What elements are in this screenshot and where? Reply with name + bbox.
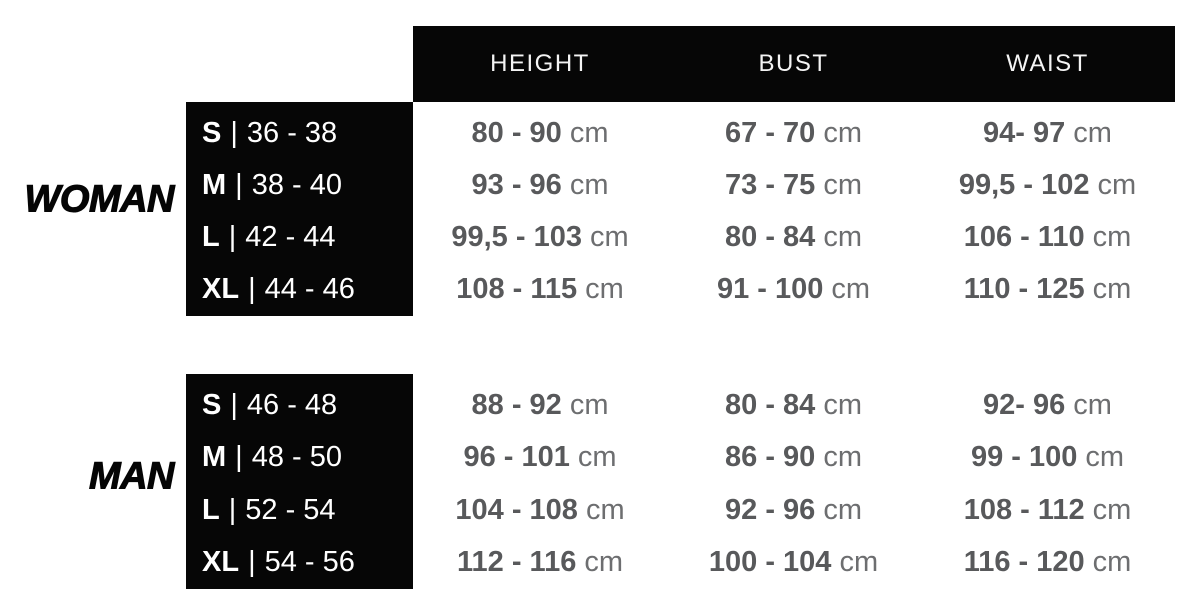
unit-label: cm [1092, 546, 1132, 579]
unit-label: cm [1073, 116, 1112, 149]
unit-label: cm [823, 116, 862, 149]
unit-label: cm [569, 168, 609, 201]
size-separator: | [248, 546, 256, 579]
size-separator: | [235, 441, 243, 474]
bust-value: 73 - 75 [725, 168, 816, 201]
bust-value: 91 - 100 [716, 273, 824, 306]
bust-cell [667, 212, 920, 264]
waist-cell [920, 537, 1175, 590]
column-header-waist: WAIST [1006, 50, 1089, 77]
waist-cell [920, 107, 1175, 159]
height-value: 93 - 96 [471, 168, 562, 201]
bust-cell [667, 264, 920, 316]
size-cell [186, 537, 413, 590]
waist-value: 116 - 120 [963, 546, 1085, 579]
unit-label: cm [1092, 273, 1132, 306]
unit-label: cm [584, 546, 623, 579]
unit-label: cm [823, 168, 862, 201]
size-eu-range: 48 - 50 [251, 441, 343, 474]
size-code: L [202, 221, 220, 254]
height-cell [413, 537, 667, 590]
size-eu-range: 54 - 56 [264, 546, 355, 579]
height-cell [413, 379, 667, 432]
woman-section [0, 102, 1175, 316]
height-cell [413, 107, 667, 159]
waist-value: 92- 96 [983, 388, 1066, 421]
unit-label: cm [1073, 388, 1112, 421]
size-code: XL [202, 546, 240, 579]
size-code: S [202, 388, 222, 421]
height-value: 99,5 - 103 [451, 221, 582, 254]
measurement-header-bar [413, 26, 1175, 102]
size-code: M [202, 168, 227, 201]
height-value: 96 - 101 [463, 441, 570, 474]
height-cell [413, 159, 667, 211]
bust-value: 92 - 96 [725, 493, 816, 526]
unit-label: cm [589, 221, 629, 254]
size-cell [186, 432, 413, 485]
size-separator: | [230, 388, 238, 421]
bust-cell [667, 159, 920, 211]
waist-cell [920, 212, 1175, 264]
size-eu-range: 42 - 44 [245, 221, 336, 254]
size-eu-range: 38 - 40 [251, 168, 343, 201]
gender-label-man: MAN [88, 455, 174, 498]
bust-cell [667, 484, 920, 537]
size-cell [186, 212, 413, 264]
size-eu-range: 52 - 54 [245, 493, 336, 526]
height-cell [413, 212, 667, 264]
bust-value: 80 - 84 [725, 221, 816, 254]
woman-data-grid [186, 102, 1175, 316]
size-cell [186, 107, 413, 159]
waist-cell [920, 159, 1175, 211]
man-section [0, 374, 1175, 589]
height-value: 80 - 90 [471, 116, 562, 149]
size-cell [186, 159, 413, 211]
size-code: L [202, 493, 220, 526]
bust-cell [667, 537, 920, 590]
size-cell [186, 264, 413, 316]
bust-value: 100 - 104 [708, 546, 832, 579]
bust-value: 86 - 90 [725, 441, 816, 474]
unit-label: cm [831, 273, 871, 306]
unit-label: cm [569, 388, 609, 421]
bust-value: 67 - 70 [725, 116, 816, 149]
waist-value: 99 - 100 [970, 441, 1078, 474]
unit-label: cm [823, 388, 862, 421]
size-eu-range: 36 - 38 [246, 116, 338, 149]
unit-label: cm [585, 493, 625, 526]
height-cell [413, 432, 667, 485]
waist-value: 106 - 110 [963, 221, 1085, 254]
height-value: 108 - 115 [456, 273, 578, 306]
unit-label: cm [823, 493, 862, 526]
size-separator: | [230, 116, 238, 149]
size-separator: | [228, 493, 237, 526]
man-data-grid [186, 374, 1175, 589]
unit-label: cm [1092, 221, 1132, 254]
size-separator: | [248, 273, 256, 306]
waist-cell [920, 264, 1175, 316]
unit-label: cm [577, 441, 617, 474]
size-separator: | [228, 221, 237, 254]
unit-label: cm [585, 273, 624, 306]
waist-cell [920, 379, 1175, 432]
height-value: 104 - 108 [455, 493, 578, 526]
unit-label: cm [569, 116, 609, 149]
bust-cell [667, 379, 920, 432]
unit-label: cm [839, 546, 879, 579]
waist-cell [920, 432, 1175, 485]
height-value: 88 - 92 [471, 388, 562, 421]
bust-value: 80 - 84 [725, 388, 816, 421]
bust-cell [667, 432, 920, 485]
height-cell [413, 264, 667, 316]
waist-value: 110 - 125 [963, 273, 1085, 306]
size-cell [186, 379, 413, 432]
height-cell [413, 484, 667, 537]
unit-label: cm [823, 221, 862, 254]
height-value: 112 - 116 [456, 546, 577, 579]
bust-cell [667, 107, 920, 159]
unit-label: cm [823, 441, 862, 474]
size-eu-range: 44 - 46 [264, 273, 355, 306]
waist-value: 94- 97 [983, 116, 1066, 149]
size-code: M [202, 441, 227, 474]
size-eu-range: 46 - 48 [246, 388, 338, 421]
column-header-bust: BUST [758, 50, 829, 77]
unit-label: cm [1092, 493, 1132, 526]
column-header-height: HEIGHT [490, 50, 590, 77]
unit-label: cm [1085, 441, 1125, 474]
waist-value: 99,5 - 102 [958, 168, 1090, 201]
waist-value: 108 - 112 [963, 493, 1085, 526]
size-code: S [202, 116, 222, 149]
unit-label: cm [1097, 168, 1137, 201]
waist-cell [920, 484, 1175, 537]
gender-label-woman: WOMAN [24, 178, 174, 221]
size-separator: | [235, 168, 243, 201]
size-cell [186, 484, 413, 537]
size-code: XL [202, 273, 240, 306]
